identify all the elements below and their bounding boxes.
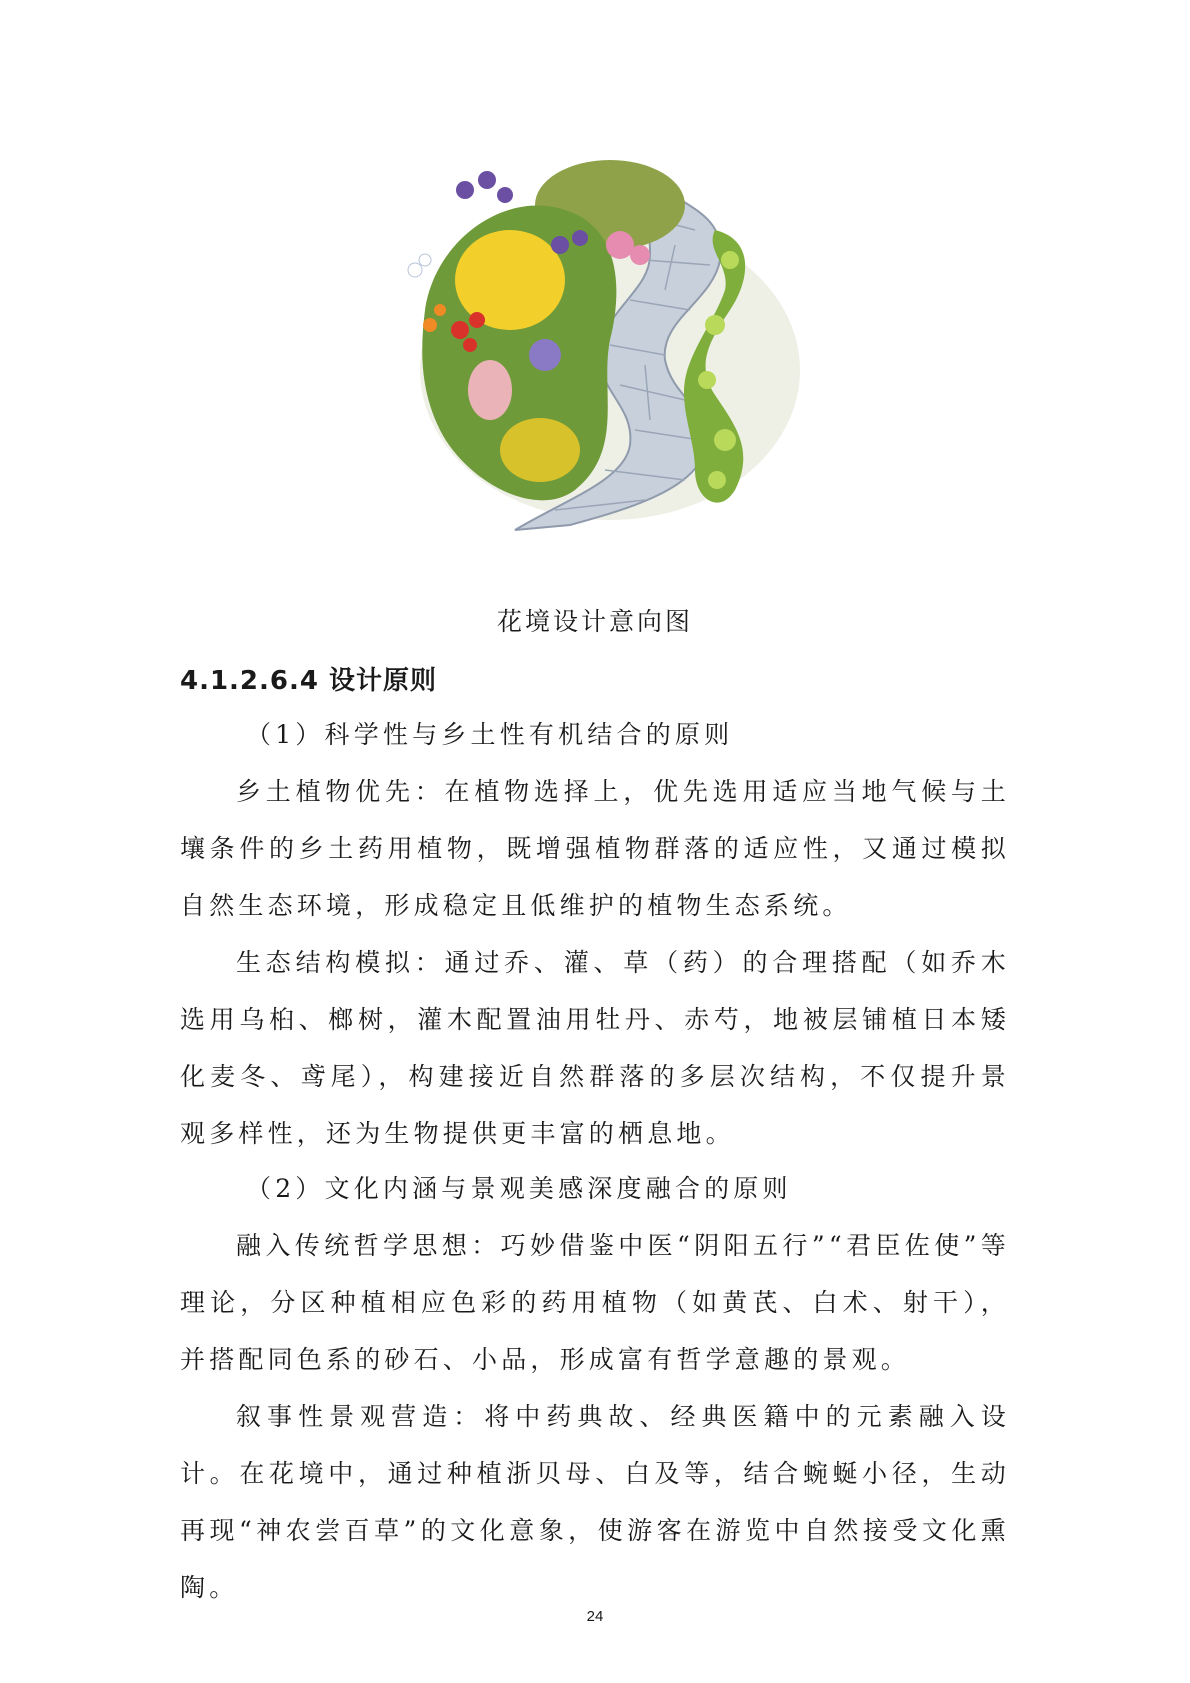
section-heading: 4.1.2.6.4 设计原则 [180,666,438,696]
principle-1-paragraph-1: 乡土植物优先：在植物选择上，优先选用适应当地气候与土壤条件的乡土药用植物，既增强植物群落的适应性，又通过模拟自然生态环境，形成稳定且低维护的植物生态系统。 [180,777,1010,920]
garden-path-flowerbed-icon [395,150,815,550]
principle-2-block [180,1160,1010,1616]
figure-caption: 花境设计意向图 [496,607,693,636]
yellow-shrub-front [500,418,580,482]
principle-1-paragraph-2: 生态结构模拟：通过乔、灌、草（药）的合理搭配（如乔木选用乌桕、榔树，灌木配置油用牡丹、赤芍，地被层铺植日本矮化麦冬、鸢尾），构建接近自然群落的多层次结构，不仅提升景观多样性，还为生物提供更丰富的栖息地。 [180,948,1010,1148]
principle-2-title: （2）文化内涵与景观美感深度融合的原则 [246,1174,792,1203]
principle-2-paragraph-1: 融入传统哲学思想：巧妙借鉴中医“阴阳五行”“君臣佐使”等理论，分区种植相应色彩的药用植物（如黄芪、白术、射干），并搭配同色系的砂石、小品，形成富有哲学意趣的景观。 [180,1231,1010,1374]
white-flowers [408,254,431,277]
flowerbed-illustration [395,150,815,550]
principle-1-block [180,706,1010,1162]
principle-1-title: （1）科学性与乡土性有机结合的原则 [246,720,734,749]
page-number: 24 [586,1608,604,1625]
principle-2-paragraph-2: 叙事性景观营造：将中药典故、经典医籍中的元素融入设计。在花境中，通过种植浙贝母、白及等，结合蜿蜒小径，生动再现“神农尝百草”的文化意象，使游客在游览中自然接受文化熏陶。 [180,1402,1010,1602]
